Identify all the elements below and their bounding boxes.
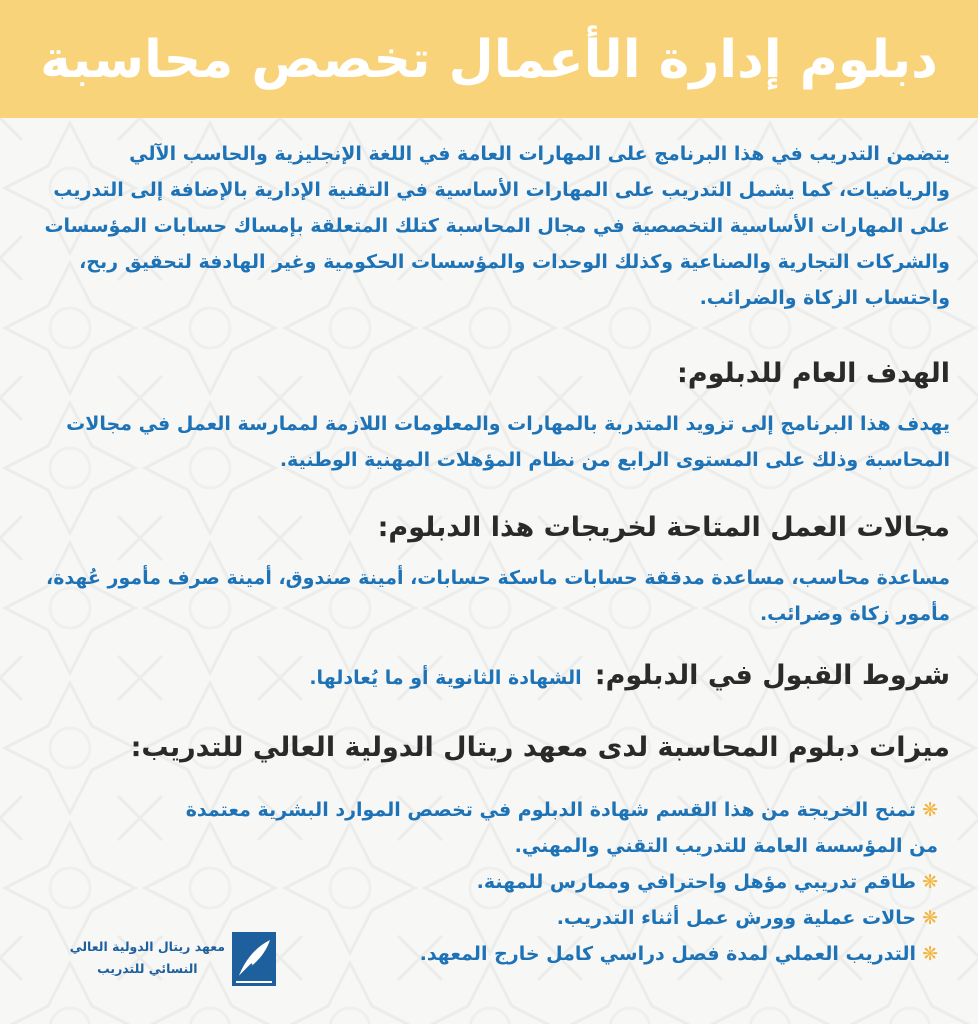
bullet-icon: ❋ [922, 799, 938, 821]
page-title: دبلوم إدارة الأعمال تخصص محاسبة [40, 30, 938, 90]
logo-line-1: معهد ريتال الدولية العالي [69, 939, 225, 954]
logo-line-2: النسائي للتدريب [97, 961, 198, 976]
institute-logo [60, 930, 275, 990]
goal-heading: الهدف العام للدبلوم: [677, 358, 950, 389]
admission-value: الشهادة الثانوية أو ما يُعادلها. [309, 667, 582, 689]
jobs-heading: مجالات العمل المتاحة لخريجات هذا الدبلوم: [377, 512, 950, 543]
intro-paragraph: يتضمن التدريب في هذا البرنامج على المهارات العامة في اللغة الإنجليزية والحاسب الآلي والرياضيات، كما يشمل التدريب على المهارات الأساسية في التقنية الإدارية بالإضافة إلى التدريب على المهارات الأساسية التخصصية في مجال المحاسبة كتلك المتعلقة بإمساك حسابات المؤسسات والشركات التجارية والصناعية وكذلك الوحدات والمؤسسات الحكومية وغير الهادفة لتحقيق ربح، واحتساب الزكاة والضرائب. [44, 143, 950, 309]
admission-label: شروط القبول في الدبلوم: [594, 660, 950, 691]
feature-text: التدريب العملي لمدة فصل دراسي كامل خارج المعهد. [419, 943, 917, 965]
bullet-icon: ❋ [922, 871, 938, 893]
list-item [48, 792, 938, 864]
list-item [48, 864, 938, 900]
feature-text: طاقم تدريبي مؤهل واحترافي وممارس للمهنة. [476, 871, 917, 893]
goal-paragraph: يهدف هذا البرنامج إلى تزويد المتدربة بالمهارات والمعلومات اللازمة لممارسة العمل في مجالات المحاسبة وذلك على المستوى الرابع من نظام المؤهلات المهنية الوطنية. [66, 413, 950, 471]
feature-text: تمنح الخريجة من هذا القسم شهادة الدبلوم في تخصص الموارد البشرية معتمدة [185, 799, 917, 821]
admission-row [309, 660, 950, 691]
quill-pen-icon [232, 932, 276, 986]
feature-text: حالات عملية وورش عمل أثناء التدريب. [556, 907, 917, 929]
bullet-icon: ❋ [922, 943, 938, 965]
features-heading: ميزات دبلوم المحاسبة لدى معهد ريتال الدولية العالي للتدريب: [130, 732, 950, 763]
bullet-icon: ❋ [922, 907, 938, 929]
jobs-paragraph: مساعدة محاسب، مساعدة مدققة حسابات ماسكة حسابات، أمينة صندوق، أمينة صرف مأمور عُهدة، مأمور زكاة وضرائب. [45, 567, 950, 625]
feature-text-continued: من المؤسسة العامة للتدريب التقني والمهني. [514, 835, 938, 857]
logo-text [70, 936, 225, 980]
